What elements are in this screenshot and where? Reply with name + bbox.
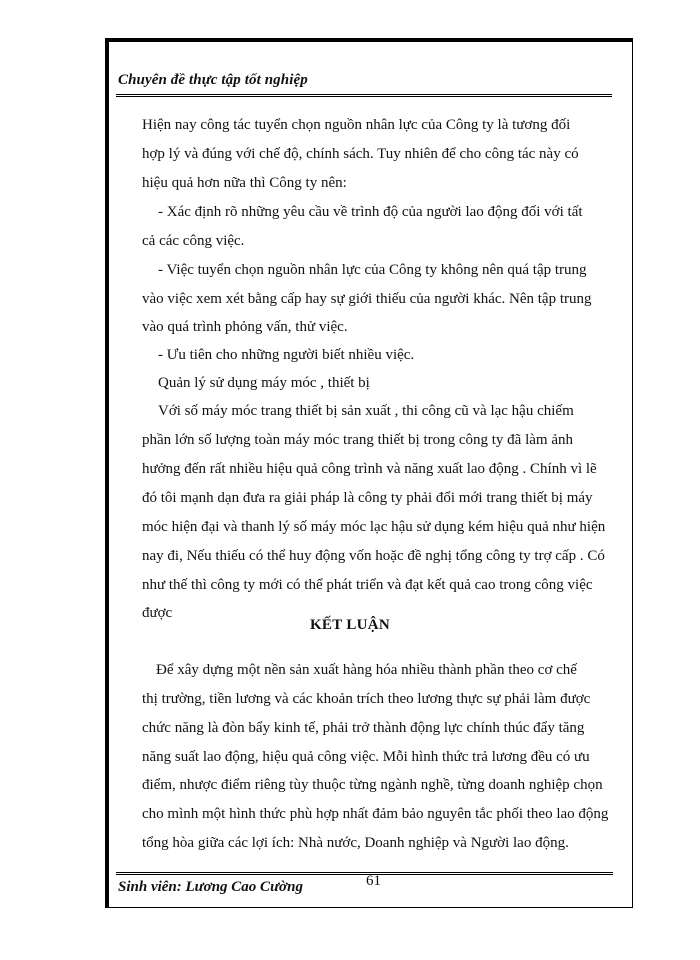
body-line: hưởng đến rất nhiều hiệu quả công trình và năng xuất lao động . Chính vì lẽ [142, 461, 597, 477]
conclusion-line: cho mình một hình thức phù hợp nhất đảm bảo nguyên tắc phối theo lao động [142, 806, 609, 822]
header-rule [116, 94, 612, 97]
body-line: hợp lý và đúng với chế độ, chính sách. Tuy nhiên để cho công tác này có [142, 146, 579, 162]
body-line: Với số máy móc trang thiết bị sản xuất , thi công cũ và lạc hậu chiếm [158, 403, 574, 419]
page-number: 61 [366, 873, 381, 889]
body-line: - Ưu tiên cho những người biết nhiều việc. [158, 347, 415, 363]
body-line: - Việc tuyển chọn nguồn nhân lực của Công ty không nên quá tập trung [158, 262, 587, 278]
footer-rule [116, 872, 613, 875]
body-line: - Xác định rõ những yêu cầu về trình độ của người lao động đối với tất [158, 204, 583, 220]
body-line: nay đi, Nếu thiếu có thể huy động vốn hoặc đề nghị tổng công ty trợ cấp . Có [142, 548, 605, 564]
footer-student-name: Sinh viên: Lương Cao Cường [118, 879, 303, 895]
body-line: Quản lý sử dụng máy móc , thiết bị [158, 375, 370, 391]
conclusion-line: chức năng là đòn bẩy kinh tế, phải trở thành động lực chính thúc đẩy tăng [142, 720, 585, 736]
body-line: như thế thì công ty mới có thể phát triển và đạt kết quả cao trong công việc [142, 577, 593, 593]
conclusion-line: điểm, nhược điểm riêng tùy thuộc từng ngành nghề, từng doanh nghiệp chọn [142, 777, 603, 793]
body-line: móc hiện đại và thanh lý số máy móc lạc hậu sử dụng kém hiệu quả như hiện [142, 519, 606, 535]
conclusion-line: thị trường, tiền lương và các khoản trích theo lương thực sự phải làm được [142, 691, 591, 707]
body-line: phần lớn số lượng toàn máy móc trang thiết bị trong công ty đã làm ảnh [142, 432, 573, 448]
body-line: được [142, 605, 173, 621]
conclusion-line: Để xây dựng một nền sản xuất hàng hóa nhiều thành phần theo cơ chế [156, 662, 577, 678]
conclusion-line: tổng hòa giữa các lợi ích: Nhà nước, Doanh nghiệp và Người lao động. [142, 835, 569, 851]
body-line: đó tôi mạnh dạn đưa ra giải pháp là công ty phải đổi mới trang thiết bị máy [142, 490, 593, 506]
body-line: Hiện nay công tác tuyển chọn nguồn nhân lực của Công ty là tương đối [142, 117, 571, 133]
conclusion-heading: KẾT LUẬN [309, 617, 391, 633]
body-line: vào việc xem xét bằng cấp hay sự giới thiếu của người khác. Nên tập trung [142, 291, 592, 307]
body-line: cả các công việc. [142, 233, 245, 249]
body-line: vào quá trình phỏng vấn, thử việc. [142, 319, 348, 335]
header-title: Chuyên đề thực tập tốt nghiệp [118, 72, 308, 88]
body-line: hiệu quả hơn nữa thì Công ty nên: [142, 175, 347, 191]
conclusion-line: năng suất lao động, hiệu quả công việc. Mỗi hình thức trả lương đều có ưu [142, 749, 590, 765]
